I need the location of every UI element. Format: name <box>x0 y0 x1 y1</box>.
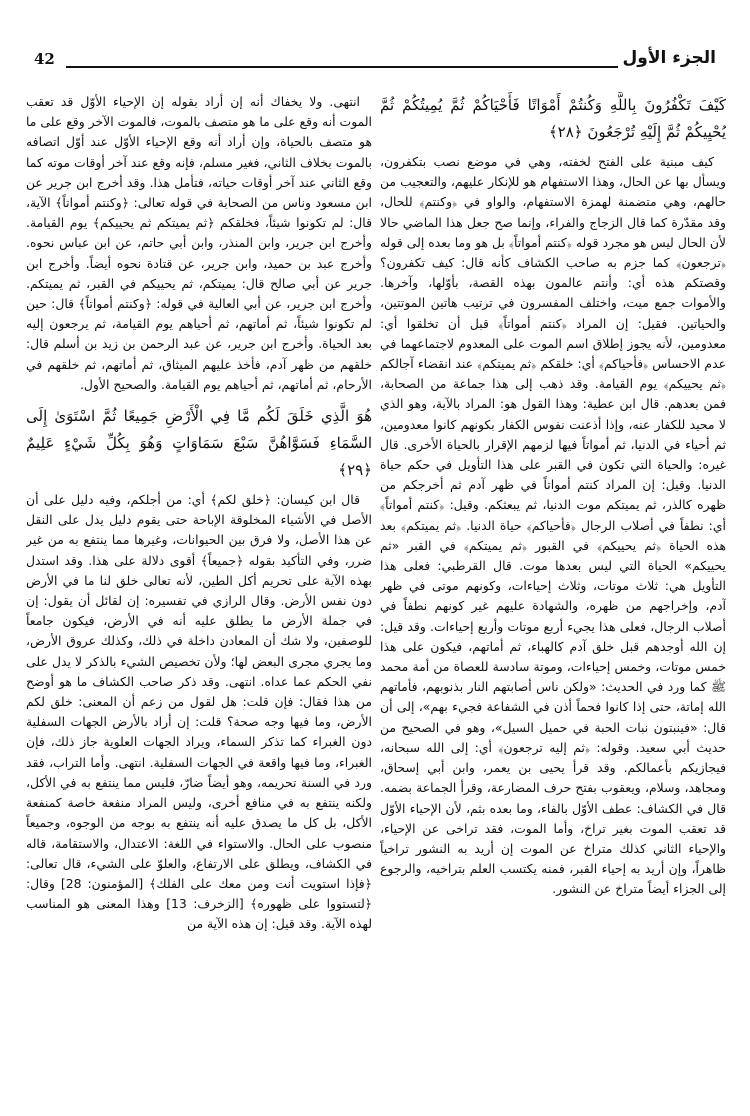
header-rule <box>66 66 618 68</box>
right-column <box>380 92 726 1102</box>
running-head: الجزء الأول <box>622 48 716 68</box>
quran-verse: هُوَ الَّذِي خَلَقَ لَكُم مَّا فِي الْأَرْضِ جَمِيعًا ثُمَّ اسْتَوَىٰ إِلَى السَّمَاءِ فَسَوَّاهُنَّ سَبْعَ سَمَاوَاتٍ وَهُوَ بِكُلِّ شَيْءٍ عَلِيمٌ ﴿٢٩﴾ <box>26 407 372 480</box>
left-column <box>26 92 372 1102</box>
page-header <box>26 48 730 74</box>
page-number: 42 <box>34 50 55 68</box>
tafsir-paragraph: انتهى. ولا يخفاك أنه إن أراد بقوله إن الإحياء الأوّل قد تعقب الموت أنه وقع على ما هو متصف بالموت، فالموت الآخر وقع على ما هو متصف بالحياة، وإن أراد أنه وقع الإحياء الأوّل عند أوّل اتصافه بالموت بخلاف الثاني، فغير مسلم، فإنه وقع عند آخر أوقات موته كما وقع الثاني عند آخر أوقات حياته، فتأمل هذا. وقد أخرج ابن جرير عن ابن مسعود وناس من الصحابة في قوله تعالى: ﴿وكنتم أمواتاً﴾ الآية، قال: لم تكونوا شيئاً، فخلقكم ﴿ثم يميتكم ثم يحييكم﴾ يوم القيامة. وأخرج ابن جرير، وابن المنذر، وابن أبي حاتم، عن ابن عباس نحوه. وأخرج عبد بن حميد، وابن جرير، عن قتادة نحوه أيضاً. وأخرج ابن جرير عن أبي صالح قال: يميتكم، ثم يحييكم في القبر، ثم يميتكم. وأخرج ابن جرير، عن أبي العالية في قوله: ﴿وكنتم أمواتاً﴾ قال: حين لم تكونوا شيئاً، ثم أماتهم، ثم أحياهم يوم القيامة، ثم يرجعون إليه بعد الحياة. وأخرج ابن جرير، عن عبد الرحمن بن زيد بن أسلم قال: خلقهم من ظهر آدم، فأخذ عليهم الميثاق، ثم أماتهم، ثم خلقهم في الأرحام، ثم أماتهم، ثم أحياهم يوم القيامة. والصحيح الأول. <box>26 94 372 392</box>
tafsir-paragraph: قال ابن كيسان: ﴿خلق لكم﴾ أي: من أجلكم، وفيه دليل على أن الأصل في الأشياء المخلوقة الإباحة حتى يقوم دليل يدل على النقل عن هذا الأصل، ولا فرق بين الحيوانات، وغيرها مما ينتفع به من غير ضرر، وفي التأكيد بقوله ﴿جميعاً﴾ أقوى دلالة على هذا. وقد استدل بهذه الآية على تحريم أكل الطين، لأنه تعالى خلق لنا ما في الأرض دون نفس الأرض. وقال الرازي في تفسيره: إن لقائل أن يقول: إن في جملة الأرض ما يطلق عليه أنه في الأرض، فيكون جامعاً للوصفين، ولا شك أن المعادن داخلة في ذلك، وكذلك عروق الأرض، وما يجري مجرى البعض لها؛ ولأن تخصيص الشيء بالذكر لا يدل على نفي الحكم عما عداه. انتهى. وقد ذكر صاحب الكشاف ما هو أوضح من هذا فقال: فإن قلت: هل لقول من زعم أن المعنى: خلق لكم الأرض، وما فيها وجه صحة؟ قلت: إن أراد بالأرض الجهات السفلية دون الغبراء كما تذكر السماء، ويراد الجهات العلوية جاز ذلك، فإن الغبراء، وما فيها واقعة في الجهات السفلية. انتهى. وأما التراب، فقد ورد في السنة تحريمه، وهو أيضاً ضارّ، فليس مما ينتفع به في الأكل، ولكنه ينتفع به في منافع أخرى، وليس المراد منفعة خاصة كمنفعة الأكل، بل كل ما يصدق عليه أنه ينتفع به بوجه من الوجوه، وجميعاً منصوب على الحال. والاستواء في اللغة: الاعتدال، والاستقامة، قاله في الكشاف، ويطلق على الارتفاع، والعلوّ على الشيء، قال تعالى: ﴿فإذا استويت أنت ومن معك على الفلك﴾ [المؤمنون: 28] وقال: ﴿لتستووا على ظهوره﴾ [الزخرف: 13] وهذا المعنى هو المناسب لهذه الآية. وقد قيل: إن هذه الآية من <box>26 492 372 932</box>
tafsir-paragraph: كيف مبنية على الفتح لخفته، وهي في موضع نصب بتكفرون، ويسأل بها عن الحال، وهذا الاستفهام هو للإنكار عليهم، والتعجيب من حالهم، وهي متضمنة لهمزة الاستفهام، والواو في ﴿وكنتم﴾ للحال، وقد مقدّرة كما قال الزجاج والفراء، وإنما صح جعل هذا الماضي حالا لأن الحال ليس هو مجرد قوله ﴿كنتم أمواتاً﴾ بل هو وما بعده إلى قوله ﴿ترجعون﴾ كما جزم به صاحب الكشاف كأنه قال: كيف تكفرون؟ وقصتكم هذه أي: وأنتم عالمون بهذه القصة، بأوّلها، وآخرها. والأموات جمع ميت، واختلف المفسرون في ترتيب هاتين الموتتين، والحياتين. فقيل: إن المراد ﴿كنتم أمواتاً﴾ قبل أن تخلقوا أي: معدومين، لأنه يجوز إطلاق اسم الموت على المعدوم لاجتماعهما في عدم الاحساس ﴿فأحياكم﴾ أي: خلقكم ﴿ثم يميتكم﴾ عند انقضاء آجالكم ﴿ثم يحييكم﴾ يوم القيامة. وقد ذهب إلى هذا جماعة من الصحابة، فمن بعدهم. قال ابن عطية: وهذا القول هو: المراد بالآية، وهو الذي لا محيد للكفار عنه، وإذا أذعنت نفوس الكفار بكونهم كانوا معدومين، ثم أحياء في الدنيا، ثم أمواتاً فيها لزمهم الإقرار بالحياة الأخرى. قال غيره: والحياة التي تكون في القبر على هذا التأويل في حكم حياة الدنيا. وقيل: إن المراد كنتم أمواتاً في ظهر آدم ثم أخرجكم من ظهره كالذر، ثم يميتكم موت الدنيا، ثم يبعثكم. وقيل: ﴿كنتم أمواتاً﴾ أي: نطفاً في أصلاب الرجال ﴿فأحياكم﴾ حياة الدنيا. ﴿ثم يميتكم﴾ بعد هذه الحياة ﴿ثم يحييكم﴾ في القبور ﴿ثم يميتكم﴾ في القبر «ثم يحييكم» الحياة التي ليس بعدها موت. قال القرطبي: فعلى هذا التأويل هي: ثلاث موتات، وثلاث إحياءات، وكونهم موتى في ظهر آدم، وإخراجهم من ظهره، والشهادة عليهم غير كونهم نطفاً في أصلاب الرجال، فعلى هذا يجيء أربع موتات وأربع إحياءات. وقد قيل: إن الله أوجدهم قبل خلق آدم كالهباء، ثم أماتهم، فيكون على هذا خمس موتات، وخمس إحياءات، وموتة سادسة للعصاة من أمة محمد ﷺ كما ورد في الحديث: «ولكن ناس أصابتهم النار بذنوبهم، فأماتهم الله إماتة، حتى إذا كانوا فحماً أذن في الشفاعة فجيء بهم»، إلى أن قال: «فينبتون نبات الحبة في حميل السيل»، وهو في الصحيح من حديث أبي سعيد. وقوله: ﴿ثم إليه ترجعون﴾ أي: إلى الله سبحانه، فيجازيكم بأعمالكم. وقد قرأ يحيى بن يعمر، وابن أبي إسحاق، ومجاهد، وسلام، ويعقوب بفتح حرف المضارعة، وقرأ الجماعة بضمه. قال في الكشاف: عطف الأوّل بالفاء، وما بعده بثم، لأن الإحياء الأوّل قد تعقب الموت بغير تراخ، وأما الموت، فقد تراخى عن الإحياء، والإحياء الثاني كذلك متراخ عن الموت إن أريد به النشور تراخياً ظاهراً، وإن أريد به إحياء القبر، فمنه يكتسب العلم بتراخيه، والرجوع إلى الجزاء أيضاً متراخ عن النشور. <box>380 154 726 897</box>
quran-verse: كَيْفَ تَكْفُرُونَ بِاللَّهِ وَكُنتُمْ أَمْوَاتًا فَأَحْيَاكُمْ ثُمَّ يُمِيتُكُمْ ثُمَّ يُحْيِيكُمْ ثُمَّ إِلَيْهِ تُرْجَعُونَ ﴿٢٨﴾ <box>380 96 726 141</box>
